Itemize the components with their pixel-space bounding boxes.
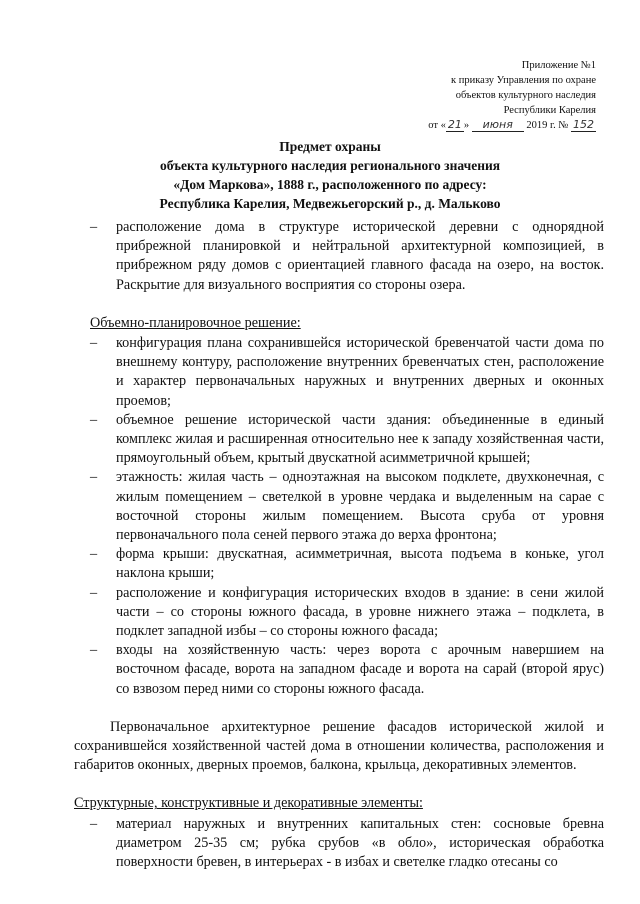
- list-item: [90, 334, 604, 411]
- handwritten-month: июня: [472, 119, 524, 132]
- title-line-1: Предмет охраны: [279, 139, 381, 154]
- list-item: [90, 641, 604, 699]
- list-item: [90, 411, 604, 469]
- appendix-line-2: к приказу Управления по охране: [451, 75, 596, 86]
- list-item-text: входы на хозяйственную часть: через ворота с арочным навершием на восточном фасаде, ворота на западном фасаде и ворота на сарай (второй ярус) со взвозом перед ними со стороны южного фасада.: [116, 642, 604, 697]
- order-date-line: [428, 118, 596, 133]
- facade-paragraph: Первоначальное архитектурное решение фасадов исторической жилой и сохранившейся хозяйственной частей дома в отношении количества, расположения и габаритов оконных, дверных проемов, балкона, крыльца, декоративных элементов.: [74, 718, 604, 774]
- list-item: [90, 545, 604, 583]
- appendix-line-1: Приложение №1: [521, 60, 596, 71]
- dash-marker: –: [90, 411, 98, 428]
- dash-marker: –: [90, 469, 98, 486]
- dash-marker: –: [90, 219, 98, 235]
- list-item-text: форма крыши: двускатная, асимметричная, высота подъема в коньке, угол наклона крыши;: [116, 546, 604, 582]
- date-prefix: от «: [428, 120, 446, 131]
- appendix-line-3: объектов культурного наследия: [455, 90, 596, 101]
- dash-marker: –: [90, 642, 98, 659]
- dash-marker: –: [90, 584, 98, 601]
- handwritten-day: 21: [447, 118, 462, 131]
- title-line-3: «Дом Маркова», 1888 г., расположенного по адресу:: [173, 177, 487, 192]
- document-body: [74, 218, 604, 872]
- date-suffix: 2019 г. №: [526, 120, 569, 131]
- list-item-text: материал наружных и внутренних капитальных стен: сосновые бревна диаметром 25-35 см; рубка срубов «в обло», историческая обработка поверхности бревен, в интерьерах - в избах и светелке гладко отесаны со: [116, 815, 604, 871]
- appendix-line-4: Республики Карелия: [503, 105, 596, 116]
- date-mid: »: [463, 120, 470, 131]
- document-title: [60, 137, 600, 213]
- list-item-text: расположение дома в структуре исторической деревни с однорядной прибрежной планировкой и нейтральной архитектурной композицией, в прибрежном ряду домов с ориентацией главного фасада на озеро, на восток. Раскрытие для визуального восприятия со стороны озера.: [116, 219, 604, 293]
- list-item-text: расположение и конфигурация исторических входов в здание: в сени жилой части – со стороны южного фасада, в уровне нижнего этажа – подклета, в подклет западной избы – со стороны южного фасада;: [116, 584, 604, 640]
- list-item: [90, 218, 604, 295]
- list-item-text: этажность: жилая часть – одноэтажная на высоком подклете, двухконечная, с жилым помещением – светелкой в уровне чердака и выделенным на сарае с восточной стороны жилым помещением. Высота сруба от уровня первоначального пола сеней первого этажа до верха фронтона;: [116, 469, 604, 544]
- list-item: [90, 468, 604, 545]
- title-line-2: объекта культурного наследия регионального значения: [159, 158, 501, 173]
- section-heading-planning: Объемно-планировочное решение:: [90, 314, 301, 331]
- list-item-text: объемное решение исторической части здания: объединенные в единый комплекс жилая и расширенная относительно нее к западу хозяйственная части, прямоугольный объем, крытый двускатной асимметричной крышей;: [116, 411, 604, 467]
- handwritten-number: 152: [573, 118, 594, 131]
- list-item: [90, 584, 604, 642]
- section-heading-structural: Структурные, конструктивные и декоративные элементы:: [74, 795, 423, 812]
- list-item-text: конфигурация плана сохранившейся исторической бревенчатой части дома по внешнему контуру, расположение внутренних бревенчатых стен, расположение и характер первоначальных наружных и внутренних дверных и оконных проемов;: [116, 335, 604, 409]
- dash-marker: –: [90, 546, 98, 563]
- list-item: [90, 815, 604, 873]
- dash-marker: –: [90, 335, 98, 352]
- appendix-header: [428, 58, 596, 133]
- dash-marker: –: [90, 815, 98, 832]
- title-line-4: Республика Карелия, Медвежьегорский р., д. Мальково: [159, 196, 501, 211]
